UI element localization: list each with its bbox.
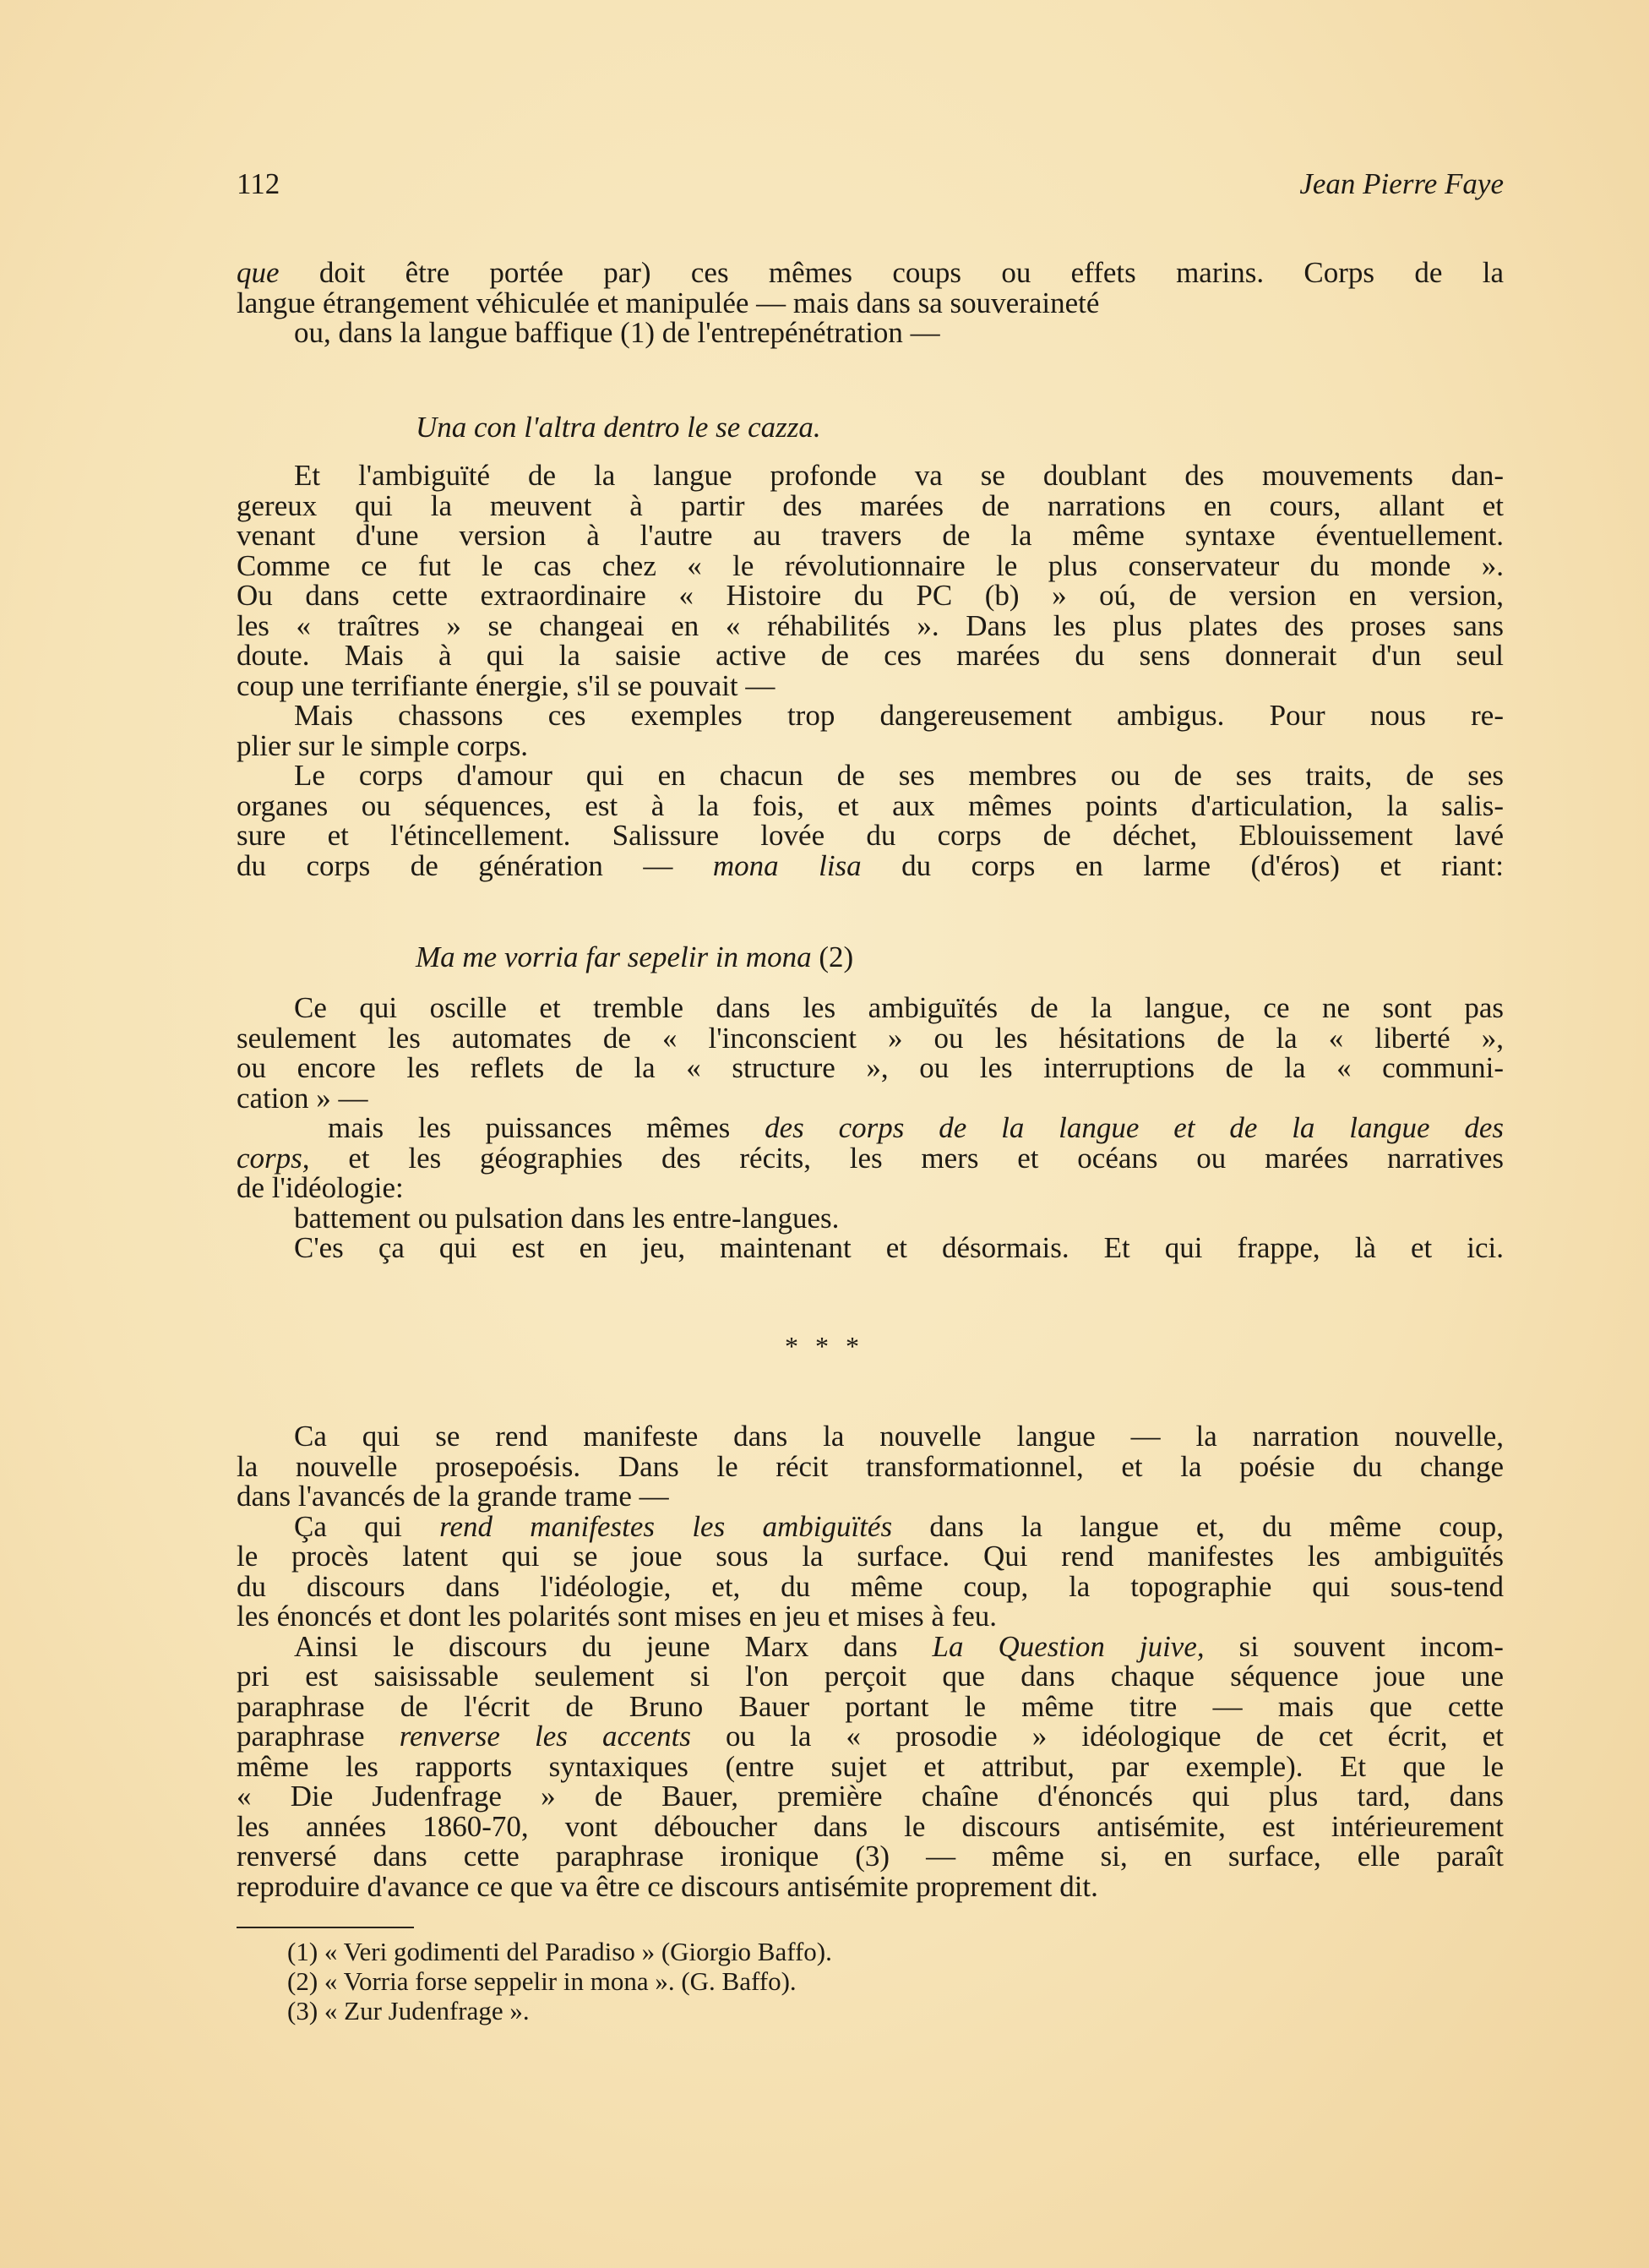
paragraph-manifest [237, 1421, 1504, 1901]
text-line: Ainsi le discours du jeune Marx dans La Question juive, si souvent incom- [294, 1629, 1504, 1663]
text-line: corps, et les géographies des récits, les mers et océans ou marées narratives [237, 1141, 1504, 1175]
text-line: Et l'ambiguïté de la langue profonde va se doublant des mouvements dan- [294, 459, 1504, 492]
text-line: coup une terrifiante énergie, s'il se pouvait — [237, 668, 776, 702]
text-line: reproduire d'avance ce que va être ce discours antisémite proprement dit. [237, 1869, 1098, 1903]
text-line: Le corps d'amour qui en chacun de ses membres ou de ses traits, de ses [294, 759, 1504, 792]
text-line: même les rapports syntaxiques (entre sujet et attribut, par exemple). Et que le [237, 1749, 1504, 1783]
text-line: renversé dans cette paraphrase ironique (3) — même si, en surface, elle paraît [237, 1840, 1504, 1873]
text-line: gereux qui la meuvent à partir des marées de narrations en cours, allant et [237, 488, 1504, 522]
italic-phrase: des corps de la langue et de la langue des [765, 1111, 1504, 1144]
footnote-3: (3) « Zur Judenfrage ». [287, 1996, 530, 2025]
text-line: « Die Judenfrage » de Bauer, première chaîne d'énoncés qui plus tard, dans [237, 1780, 1504, 1813]
text-line: du discours dans l'idéologie, et, du même coup, la topographie qui sous-tend [237, 1569, 1504, 1603]
text-line: ou encore les reflets de la « structure », ou les interruptions de la « communi- [237, 1051, 1504, 1084]
italic-phrase: rend manifestes les ambiguïtés [439, 1509, 893, 1543]
text-line: langue étrangement véhiculée et manipulée — mais dans sa souveraineté [237, 286, 1100, 319]
text-line: doute. Mais à qui la saisie active de ces marées du sens donnerait d'un seul [237, 639, 1504, 672]
footnote-rule [237, 1927, 414, 1928]
running-head-author: Jean Pierre Faye [1299, 167, 1504, 200]
section-separator: * * * [785, 1331, 864, 1361]
text-line: Mais chassons ces exemples trop dangereusement ambigus. Pour nous re- [294, 699, 1504, 732]
text-line: Comme ce fut le cas chez « le révolutionnaire le plus conservateur du monde ». [237, 548, 1504, 582]
running-header [237, 167, 1504, 204]
text-line: ou, dans la langue baffique (1) de l'entrepénétration — [294, 316, 940, 349]
paragraph-ambiguity [237, 461, 1504, 880]
text-line: de l'idéologie: [237, 1171, 404, 1204]
footnote-1: (1) « Veri godimenti del Paradiso » (Giorgio Baffo). [287, 1937, 832, 1966]
text-line: venant d'une version à l'autre au travers de la même syntaxe éventuellement. [237, 519, 1504, 552]
italic-phrase: mona lisa [712, 848, 862, 882]
text-line: les années 1860-70, vont déboucher dans le discours antisémite, est intérieurement [237, 1809, 1504, 1843]
text-line: organes ou séquences, est à la fois, et aux mêmes points d'articulation, la salis- [237, 788, 1504, 822]
italic-word: que [237, 256, 280, 289]
italic-phrase: renverse les accents [399, 1720, 691, 1753]
text-line: les énoncés et dont les polarités sont mises en jeu et mises à feu. [237, 1600, 998, 1633]
footnote-ref: (2) [811, 940, 854, 973]
text-line: paraphrase renverse les accents ou la « prosodie » idéologique de cet écrit, et [237, 1720, 1505, 1753]
text-line: dans l'avancés de la grande trame — [237, 1480, 669, 1513]
epigraph-1: Una con l'altra dentro le se cazza. [416, 411, 821, 444]
text-line: C'es ça qui est en jeu, maintenant et désormais. Et qui frappe, là et ici. [294, 1231, 1504, 1264]
text-line: battement ou pulsation dans les entre-langues. [294, 1201, 840, 1235]
footnote-2: (2) « Vorria forse seppelir in mona ». (G. Baffo). [287, 1966, 797, 1996]
text-line: sure et l'étincellement. Salissure lovée du corps de déchet, Eblouissement lavé [237, 819, 1504, 852]
text-line: mais les puissances mêmes des corps de la langue et de la langue des [328, 1111, 1504, 1144]
text-line: seulement les automates de « l'inconscient » ou les hésitations de la « liberté », [237, 1021, 1504, 1055]
paragraph-oscillation [237, 993, 1504, 1263]
italic-title: La Question juive, [932, 1629, 1205, 1663]
text-line: que doit être portée par) ces mêmes coups ou effets marins. Corps de la [237, 256, 1504, 289]
text-line: paraphrase de l'écrit de Bruno Bauer portant le même titre — mais que cette [237, 1689, 1504, 1723]
text-line: Ça qui rend manifestes les ambiguïtés dans la langue et, du même coup, [294, 1509, 1504, 1543]
text-line: plier sur le simple corps. [237, 728, 529, 762]
page-number: 112 [237, 167, 280, 200]
epigraph-2: Ma me vorria far sepelir in mona (2) [416, 940, 854, 973]
text-line: cation » — [237, 1081, 368, 1115]
text-line: les « traîtres » se changeai en « réhabilités ». Dans les plus plates des proses sans [237, 608, 1504, 642]
text-line: du corps de génération — mona lisa du corps en larme (d'éros) et riant: [237, 848, 1504, 882]
text-line: le procès latent qui se joue sous la surface. Qui rend manifestes les ambiguïtés [237, 1540, 1504, 1573]
text-line: Ou dans cette extraordinaire « Histoire du PC (b) » oú, de version en version, [237, 579, 1504, 612]
text-line: pri est saisissable seulement si l'on perçoit que dans chaque séquence joue une [237, 1660, 1504, 1693]
text-line: Ce qui oscille et tremble dans les ambiguïtés de la langue, ce ne sont pas [294, 991, 1504, 1024]
text-line: Ca qui se rend manifeste dans la nouvelle langue — la narration nouvelle, [294, 1420, 1504, 1453]
paragraph-opening [237, 258, 1504, 348]
text-line: la nouvelle prosepoésis. Dans le récit transformationnel, et la poésie du change [237, 1449, 1504, 1483]
